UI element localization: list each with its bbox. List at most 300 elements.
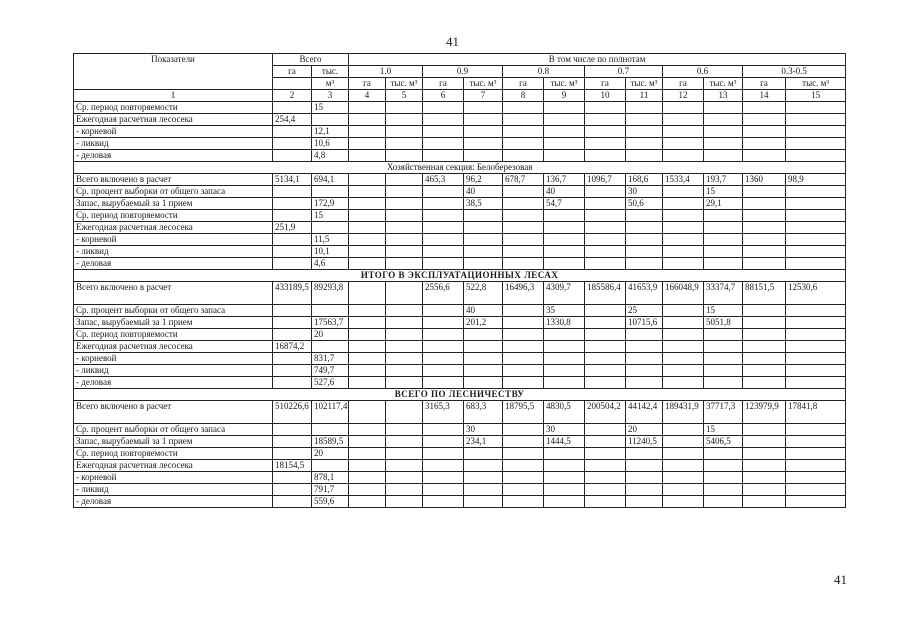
row-label: Всего включено в расчет (74, 174, 273, 186)
table-cell (786, 222, 846, 234)
table-cell (423, 460, 464, 472)
table-cell (704, 210, 743, 222)
table-cell (386, 186, 423, 198)
table-cell (464, 448, 503, 460)
table-cell (503, 377, 544, 389)
table-cell (349, 126, 386, 138)
table-cell: 791,7 (312, 484, 349, 496)
table-cell (626, 460, 663, 472)
table-cell (626, 138, 663, 150)
table-row (74, 448, 846, 460)
table-cell (503, 496, 544, 508)
table-cell (626, 496, 663, 508)
table-cell (349, 317, 386, 329)
table-cell: 200504,2 (585, 401, 626, 424)
table-cell (786, 186, 846, 198)
column-number: 5 (386, 90, 423, 102)
table-cell (386, 448, 423, 460)
column-number: 11 (626, 90, 663, 102)
table-cell (786, 496, 846, 508)
section-row (74, 162, 846, 174)
table-cell (349, 305, 386, 317)
table-cell: 694,1 (312, 174, 349, 186)
column-number: 13 (704, 90, 743, 102)
table-cell (585, 234, 626, 246)
table-row (74, 341, 846, 353)
row-label: - деловая (74, 258, 273, 270)
row-label: Ср. процент выборки от общего запаса (74, 186, 273, 198)
table-cell (273, 210, 312, 222)
table-cell: 522,8 (464, 282, 503, 305)
table-cell (349, 258, 386, 270)
table-cell: 37717,3 (704, 401, 743, 424)
table-cell (786, 126, 846, 138)
table-cell (663, 365, 704, 377)
table-cell (503, 138, 544, 150)
row-label: - ликвид (74, 365, 273, 377)
table-cell (743, 472, 786, 484)
table-cell (743, 448, 786, 460)
table-row (74, 114, 846, 126)
table-cell: 1444,5 (544, 436, 585, 448)
table-cell: 1533,4 (663, 174, 704, 186)
table-cell (273, 138, 312, 150)
table-cell (423, 114, 464, 126)
column-number: 7 (464, 90, 503, 102)
table-cell (626, 484, 663, 496)
table-cell (423, 317, 464, 329)
table-cell (663, 472, 704, 484)
table-cell (423, 126, 464, 138)
table-cell (386, 484, 423, 496)
table-cell (273, 126, 312, 138)
table-cell: 20 (312, 448, 349, 460)
table-cell (743, 484, 786, 496)
table-cell: 10715,6 (626, 317, 663, 329)
table-cell (349, 472, 386, 484)
table-cell (386, 329, 423, 341)
table-cell: 11,5 (312, 234, 349, 246)
table-cell (663, 258, 704, 270)
table-cell (423, 436, 464, 448)
table-cell: 33374,7 (704, 282, 743, 305)
table-cell (585, 150, 626, 162)
table-cell (544, 138, 585, 150)
table-cell (626, 234, 663, 246)
table-cell (273, 258, 312, 270)
table-cell (743, 198, 786, 210)
table-cell (423, 150, 464, 162)
table-cell: 18589,5 (312, 436, 349, 448)
table-cell: 251,9 (273, 222, 312, 234)
table-cell: 40 (464, 305, 503, 317)
table-cell (386, 258, 423, 270)
table-cell (503, 341, 544, 353)
forest-cut-table (73, 53, 846, 508)
table-cell (386, 246, 423, 258)
table-cell (349, 186, 386, 198)
table-cell (786, 150, 846, 162)
row-label: - ликвид (74, 246, 273, 258)
page-number-top: 41 (446, 34, 459, 49)
table-cell: 35 (544, 305, 585, 317)
table-cell: 201,2 (464, 317, 503, 329)
table-row (74, 222, 846, 234)
table-cell (743, 246, 786, 258)
table-cell (743, 222, 786, 234)
row-label: Ежегодная расчетная лесосека (74, 460, 273, 472)
table-cell (544, 210, 585, 222)
row-label: Ежегодная расчетная лесосека (74, 341, 273, 353)
table-cell (585, 341, 626, 353)
table-cell (585, 258, 626, 270)
table-cell (423, 198, 464, 210)
table-cell (544, 246, 585, 258)
table-row (74, 484, 846, 496)
row-label: - ликвид (74, 138, 273, 150)
table-cell: 20 (312, 329, 349, 341)
column-number: 12 (663, 90, 704, 102)
table-cell (544, 341, 585, 353)
table-cell (503, 186, 544, 198)
table-row (74, 424, 846, 436)
table-cell (464, 246, 503, 258)
table-cell: 4309,7 (544, 282, 585, 305)
table-cell (626, 114, 663, 126)
table-cell (464, 210, 503, 222)
table-row (74, 472, 846, 484)
table-cell (786, 329, 846, 341)
table-cell (386, 353, 423, 365)
table-cell (423, 341, 464, 353)
table-cell: 11240,5 (626, 436, 663, 448)
table-cell (349, 365, 386, 377)
table-cell (704, 138, 743, 150)
table-cell: 88151,5 (743, 282, 786, 305)
table-cell (704, 126, 743, 138)
table-cell (349, 150, 386, 162)
table-cell (349, 424, 386, 436)
table-cell: 30 (464, 424, 503, 436)
table-cell (743, 234, 786, 246)
table-cell (503, 102, 544, 114)
row-label: Ср. процент выборки от общего запаса (74, 424, 273, 436)
table-cell: 878,1 (312, 472, 349, 484)
row-label: - деловая (74, 496, 273, 508)
table-cell (743, 436, 786, 448)
table-cell (273, 186, 312, 198)
table-cell (704, 353, 743, 365)
header-incl-density: В том числе по полнотам (349, 54, 846, 66)
table-row (74, 436, 846, 448)
table-cell (503, 317, 544, 329)
table-cell: 30 (626, 186, 663, 198)
row-label: Ср. период повторяемости (74, 210, 273, 222)
table-cell (663, 448, 704, 460)
table-row (74, 150, 846, 162)
table-cell (704, 484, 743, 496)
table-cell (464, 365, 503, 377)
row-label: Ср. период повторяемости (74, 329, 273, 341)
table-cell (626, 365, 663, 377)
table-cell (423, 246, 464, 258)
table-cell (626, 126, 663, 138)
table-row (74, 365, 846, 377)
table-cell (786, 258, 846, 270)
table-cell (273, 234, 312, 246)
table-cell (786, 436, 846, 448)
table-cell: 89293,8 (312, 282, 349, 305)
table-cell (464, 496, 503, 508)
table-cell (585, 377, 626, 389)
table-cell: 185586,4 (585, 282, 626, 305)
table-cell (312, 222, 349, 234)
table-cell (626, 210, 663, 222)
table-cell: 166048,9 (663, 282, 704, 305)
table-cell (386, 222, 423, 234)
table-cell: 54,7 (544, 198, 585, 210)
table-cell (585, 126, 626, 138)
header-density: 0.6 (663, 66, 743, 78)
table-cell (786, 448, 846, 460)
table-cell (503, 484, 544, 496)
table-cell (704, 246, 743, 258)
table-cell (423, 377, 464, 389)
table-cell (704, 150, 743, 162)
table-cell: 168,6 (626, 174, 663, 186)
table-cell (273, 484, 312, 496)
table-cell: 189431,9 (663, 401, 704, 424)
table-cell: 12,1 (312, 126, 349, 138)
table-cell (312, 424, 349, 436)
table-cell (464, 329, 503, 341)
table-cell (585, 198, 626, 210)
table-cell (349, 102, 386, 114)
table-cell (349, 448, 386, 460)
header-total-ha: га (273, 66, 312, 78)
table-cell (663, 198, 704, 210)
table-cell (503, 365, 544, 377)
table-row (74, 305, 846, 317)
table-cell (743, 305, 786, 317)
header-unit-m3: тыс. м³ (704, 78, 743, 90)
header-total: Всего (273, 54, 349, 66)
header-unit-ha: га (585, 78, 626, 90)
table-cell (386, 126, 423, 138)
table-cell (704, 377, 743, 389)
table-cell (503, 448, 544, 460)
table-cell (423, 186, 464, 198)
table-cell (743, 424, 786, 436)
table-cell (464, 258, 503, 270)
table-cell (464, 138, 503, 150)
table-cell (626, 353, 663, 365)
table-cell (786, 317, 846, 329)
table-cell (312, 341, 349, 353)
table-cell: 527,6 (312, 377, 349, 389)
table-cell (585, 436, 626, 448)
table-cell (273, 150, 312, 162)
table-cell (386, 317, 423, 329)
table-cell (273, 448, 312, 460)
table-cell (503, 210, 544, 222)
column-number: 9 (544, 90, 585, 102)
table-cell (585, 138, 626, 150)
table-cell (312, 305, 349, 317)
table-cell (585, 484, 626, 496)
table-cell (273, 246, 312, 258)
table-row (74, 317, 846, 329)
column-number: 10 (585, 90, 626, 102)
table-cell (273, 436, 312, 448)
table-cell: 17841,8 (786, 401, 846, 424)
table-cell (273, 472, 312, 484)
table-cell: 12530,6 (786, 282, 846, 305)
table-cell: 678,7 (503, 174, 544, 186)
table-cell (786, 460, 846, 472)
table-cell (423, 448, 464, 460)
table-cell (503, 436, 544, 448)
table-cell (544, 258, 585, 270)
table-cell (743, 102, 786, 114)
header-unit-m3: тыс. м³ (626, 78, 663, 90)
table-cell (786, 198, 846, 210)
table-cell (704, 329, 743, 341)
table-cell: 5406,5 (704, 436, 743, 448)
table-cell (663, 317, 704, 329)
table-cell (312, 114, 349, 126)
table-cell (663, 353, 704, 365)
table-cell (273, 329, 312, 341)
table-cell: 18795,5 (503, 401, 544, 424)
table-cell (743, 138, 786, 150)
table-cell (743, 353, 786, 365)
table-cell (503, 329, 544, 341)
table-cell (743, 496, 786, 508)
table-cell (423, 102, 464, 114)
table-row (74, 234, 846, 246)
table-cell (585, 365, 626, 377)
header-density: 0.8 (503, 66, 585, 78)
row-label: Запас, вырубаемый за 1 прием (74, 317, 273, 329)
row-label: Ср. процент выборки от общего запаса (74, 305, 273, 317)
table-cell (585, 496, 626, 508)
table-cell (386, 282, 423, 305)
table-cell: 1360 (743, 174, 786, 186)
table-row (74, 138, 846, 150)
row-label: Ср. период повторяемости (74, 102, 273, 114)
table-row (74, 282, 846, 305)
table-cell (464, 484, 503, 496)
table-cell (704, 341, 743, 353)
section-title: ИТОГО В ЭКСПЛУАТАЦИОННЫХ ЛЕСАХ (74, 270, 846, 282)
table-cell (786, 353, 846, 365)
table-cell (743, 317, 786, 329)
table-cell (503, 246, 544, 258)
table-cell (585, 246, 626, 258)
table-cell (386, 305, 423, 317)
table-cell (626, 448, 663, 460)
table-cell (704, 114, 743, 126)
table-row (74, 186, 846, 198)
table-cell: 15 (704, 305, 743, 317)
table-row (74, 401, 846, 424)
table-cell (663, 210, 704, 222)
table-cell: 25 (626, 305, 663, 317)
table-cell (663, 496, 704, 508)
table-row (74, 377, 846, 389)
table-cell (663, 484, 704, 496)
table-cell (386, 436, 423, 448)
table-cell (273, 496, 312, 508)
table-row (74, 246, 846, 258)
table-cell (423, 222, 464, 234)
table-cell (503, 424, 544, 436)
table-cell (585, 210, 626, 222)
table-cell (273, 365, 312, 377)
header-unit-ha: га (349, 78, 386, 90)
table-cell (585, 222, 626, 234)
table-cell (663, 138, 704, 150)
table-cell (349, 138, 386, 150)
table-cell (544, 329, 585, 341)
row-label: Всего включено в расчет (74, 401, 273, 424)
column-number: 6 (423, 90, 464, 102)
table-cell: 5134,1 (273, 174, 312, 186)
table-cell: 41653,9 (626, 282, 663, 305)
table-cell: 559,6 (312, 496, 349, 508)
table-cell (743, 365, 786, 377)
row-label: - корневой (74, 234, 273, 246)
table-cell (743, 150, 786, 162)
table-cell: 29,1 (704, 198, 743, 210)
table-cell (464, 353, 503, 365)
row-label: Запас, вырубаемый за 1 прием (74, 436, 273, 448)
header-total-m3: м³ (312, 78, 349, 90)
table-cell (503, 234, 544, 246)
table-cell (349, 329, 386, 341)
table-cell (386, 365, 423, 377)
table-cell: 433189,5 (273, 282, 312, 305)
table-cell (423, 365, 464, 377)
table-cell (464, 150, 503, 162)
table-cell (423, 138, 464, 150)
table-cell (585, 424, 626, 436)
table-cell (585, 305, 626, 317)
table-cell (544, 150, 585, 162)
table-cell (585, 186, 626, 198)
table-cell (544, 460, 585, 472)
table-cell: 44142,4 (626, 401, 663, 424)
table-cell: 16874,2 (273, 341, 312, 353)
table-cell: 254,4 (273, 114, 312, 126)
table-cell (349, 436, 386, 448)
table-cell (626, 329, 663, 341)
table-cell (663, 424, 704, 436)
table-cell (386, 198, 423, 210)
table-cell: 172,9 (312, 198, 349, 210)
table-cell (273, 198, 312, 210)
table-cell (544, 472, 585, 484)
table-cell (503, 472, 544, 484)
table-cell (663, 186, 704, 198)
table-cell (464, 341, 503, 353)
table-cell: 15 (312, 102, 349, 114)
header-indicators: Показатели (74, 54, 273, 90)
section-title: Хозяйственная секция: Белоберезовая (74, 162, 846, 174)
row-label: Всего включено в расчет (74, 282, 273, 305)
table-cell (626, 472, 663, 484)
